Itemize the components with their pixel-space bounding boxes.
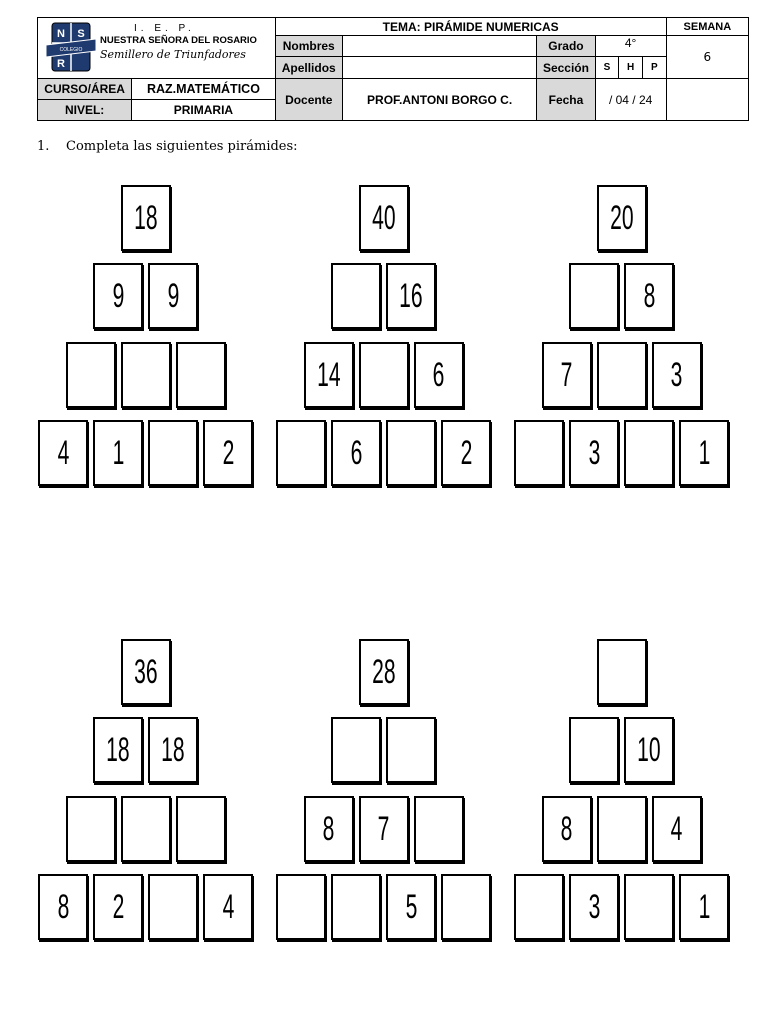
pyramid-cell [148,263,198,329]
pyramid-cell-value: 2 [460,434,472,472]
apellidos-field[interactable] [342,57,537,79]
instruction [37,139,298,154]
pyramid-cell [597,185,647,251]
grado-label: Grado [537,36,595,57]
pyramid-cell-value: 16 [399,277,423,315]
pyramid-cell [93,263,143,329]
instruction-text: Completa las siguientes pirámides: [66,139,298,154]
pyramid-cell-value: 14 [316,356,341,394]
docente-value: PROF.ANTONI BORGO C. [342,79,537,121]
pyramid-cell [679,420,729,486]
pyramid-cell [38,874,88,940]
pyramid-cell[interactable] [148,420,198,486]
pyramid-cell-value: 1 [698,434,710,472]
pyramid-cell[interactable] [597,639,647,705]
pyramid-cell[interactable] [386,420,436,486]
logo-cell [38,18,276,79]
pyramid-cell [542,796,592,862]
nivel-value: PRIMARIA [132,100,275,121]
docente-label: Docente [275,79,342,121]
pyramid-cell [93,717,143,783]
school-prefix: I. E. P. [134,23,195,34]
pyramid-cell-value: 4 [670,810,683,848]
pyramid-cell[interactable] [569,263,619,329]
pyramid-cell-value: 6 [350,434,362,472]
pyramid-cell[interactable] [386,717,436,783]
pyramid-cell [359,639,409,705]
pyramid-cell[interactable] [176,796,226,862]
pyramid-cell-value: 3 [670,356,683,394]
pyramid-cell-value: 4 [222,888,234,926]
pyramid-cell-value: 2 [112,888,124,926]
pyramid-cell [203,874,253,940]
pyramid-cell [304,796,354,862]
school-crest-icon [46,21,96,75]
pyramid-cell[interactable] [331,717,381,783]
pyramid-cell [652,342,702,408]
fecha-label: Fecha [537,79,595,121]
seccion-option-p[interactable]: P [642,57,666,78]
instruction-number: 1. [37,139,50,154]
apellidos-label: Apellidos [275,57,342,79]
header-table [37,17,749,121]
pyramid-cell[interactable] [514,420,564,486]
pyramid-cell [203,420,253,486]
pyramid-cell-value: 2 [222,434,234,472]
school-motto: Semillero de Triunfadores [100,48,246,61]
grado-value: 4° [595,36,666,57]
pyramid-cell-value: 18 [133,199,158,237]
pyramid-cell-value: 10 [637,731,661,769]
pyramid-cell[interactable] [597,796,647,862]
pyramid-cell [93,420,143,486]
semana-value: 6 [666,36,748,79]
pyramid-cell[interactable] [624,420,674,486]
pyramid-cell[interactable] [276,420,326,486]
pyramid-cell-value: 6 [432,356,445,394]
pyramid-cell[interactable] [148,874,198,940]
pyramid-cell[interactable] [441,874,491,940]
pyramid-cell[interactable] [359,342,409,408]
crest-band: COLEGIO [59,47,83,53]
pyramid-cell-value: 8 [560,810,573,848]
fecha-value: / 04 / 24 [595,79,666,121]
pyramid-cell[interactable] [66,342,116,408]
pyramid-cell-value: 3 [588,888,600,926]
pyramid-cell[interactable] [597,342,647,408]
pyramid-cell [121,185,171,251]
pyramid-cell [148,717,198,783]
pyramid-cell [386,874,436,940]
pyramid-cell-value: 7 [377,810,390,848]
pyramid-cell[interactable] [66,796,116,862]
pyramid-cell-value: 9 [112,277,124,315]
pyramid-cell [359,185,409,251]
pyramid-cell [652,796,702,862]
pyramid-cell-value: 5 [405,888,417,926]
pyramid-cell [441,420,491,486]
pyramid-cell[interactable] [414,796,464,862]
pyramid-cell-value: 9 [167,277,179,315]
pyramid-cell-value: 7 [560,356,573,394]
pyramid-cell[interactable] [276,874,326,940]
pyramid-cell [569,874,619,940]
pyramid-cell-value: 8 [643,277,655,315]
pyramid-cell-value: 18 [161,731,185,769]
seccion-options [595,57,666,79]
pyramid-cell [542,342,592,408]
pyramid-cell [679,874,729,940]
pyramid-cell[interactable] [331,874,381,940]
pyramid-cell [359,796,409,862]
curso-value: RAZ.MATEMÁTICO [132,79,275,100]
nombres-label: Nombres [275,36,342,57]
crest-letter-s: S [77,28,85,40]
pyramid-cell [304,342,354,408]
pyramid-cell [386,263,436,329]
pyramid-cell [624,717,674,783]
pyramid-cell[interactable] [514,874,564,940]
pyramid-cell-value: 40 [371,199,396,237]
pyramid-cell-value: 28 [371,653,396,691]
seccion-option-h[interactable]: H [618,57,642,78]
pyramid-cell [121,639,171,705]
pyramid-cell [414,342,464,408]
pyramid-cell-value: 8 [322,810,335,848]
pyramid-cell[interactable] [624,874,674,940]
nombres-field[interactable] [342,36,537,57]
pyramid-cell [569,420,619,486]
tema-title: TEMA: PIRÁMIDE NUMERICAS [275,18,666,36]
pyramid-cell[interactable] [331,263,381,329]
pyramid-cell-value: 4 [57,434,69,472]
seccion-label: Sección [537,57,595,79]
pyramid-cell-value: 36 [133,653,158,691]
pyramid-cell[interactable] [121,796,171,862]
pyramid-cell [624,263,674,329]
semana-label: SEMANA [666,18,748,36]
pyramid-cell-value: 20 [609,199,634,237]
pyramid-cell-value: 3 [588,434,600,472]
pyramid-cell-value: 1 [698,888,710,926]
pyramid-cell-value: 18 [106,731,130,769]
pyramid-cell[interactable] [569,717,619,783]
school-name: NUESTRA SEÑORA DEL ROSARIO [100,35,257,46]
nivel-label: NIVEL: [38,100,132,121]
seccion-option-s[interactable]: S [603,62,611,73]
semana-empty-cell [666,79,748,121]
pyramid-cell [331,420,381,486]
crest-letter-r: R [57,58,65,70]
curso-label: CURSO/ÁREA [38,79,132,100]
pyramid-cell[interactable] [121,342,171,408]
pyramid-cell-value: 1 [112,434,124,472]
pyramid-cell [38,420,88,486]
pyramid-cell-value: 8 [57,888,69,926]
pyramid-cell [93,874,143,940]
crest-letter-n: N [57,28,65,40]
pyramid-cell[interactable] [176,342,226,408]
